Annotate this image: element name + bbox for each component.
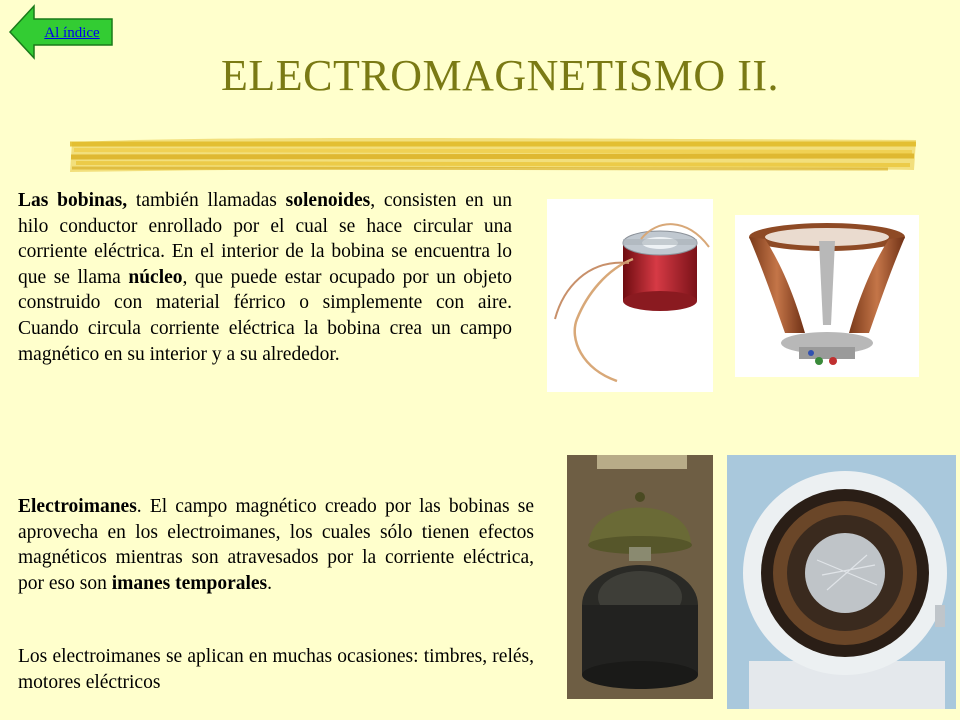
text-segment: también llamadas bbox=[127, 190, 286, 211]
text-segment: , que puede estar ocupado por un objeto construido con material férrico o simplemente con aire. Cuando circula corriente eléctrica la bobina crea un campo magnético en su interior y a su alrededor. bbox=[18, 266, 512, 365]
copper-coil-assembly-photo bbox=[735, 215, 919, 377]
term-bobinas: Las bobinas, bbox=[18, 190, 128, 211]
term-nucleo: núcleo bbox=[128, 266, 183, 288]
electroimanes-paragraph bbox=[18, 494, 534, 596]
bobinas-paragraph bbox=[18, 188, 512, 367]
copper-coil-photo bbox=[547, 199, 713, 392]
term-imanes-temporales: imanes temporales bbox=[111, 572, 268, 594]
back-to-index-link[interactable]: Al índice bbox=[44, 24, 100, 41]
brush-stroke-divider bbox=[68, 130, 918, 176]
term-solenoides: solenoides bbox=[285, 190, 371, 211]
text-segment: , consisten en un hilo conductor enrollado por el cual se hace circular una corriente eléctrica. En el interior de la bobina se encuentra lo que se llama bbox=[18, 190, 512, 288]
text-segment: . bbox=[267, 572, 273, 594]
motor-stator-photo bbox=[727, 455, 956, 709]
aplicaciones-paragraph: Los electroimanes se aplican en muchas ocasiones: timbres, relés, motores eléctricos bbox=[18, 646, 534, 693]
text-segment: . El campo magnético creado por las bobinas se aprovecha en los electroimanes, los cuales sólo tienen efectos magnéticos mientras son atravesados por la corriente eléctrica, por eso son bbox=[18, 496, 534, 594]
electric-bell-photo bbox=[567, 455, 713, 699]
page-title: ELECTROMAGNETISMO II. bbox=[220, 51, 779, 100]
term-electroimanes: Electroimanes bbox=[18, 496, 137, 517]
